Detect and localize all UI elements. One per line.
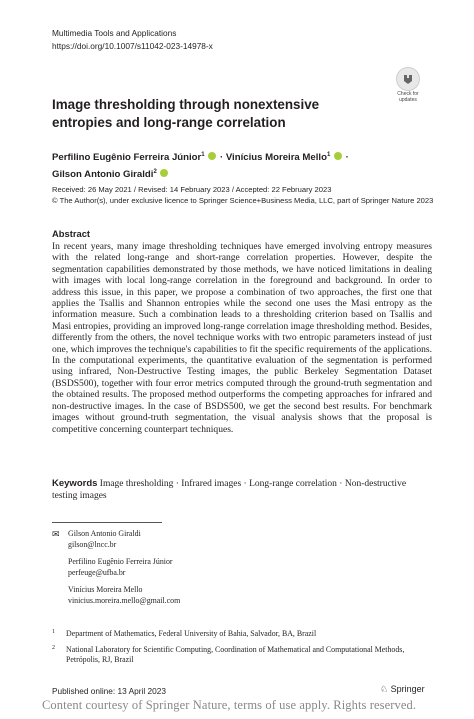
published-date: Published online: 13 April 2023: [52, 686, 166, 696]
contact-email[interactable]: vinicius.moreira.mello@gmail.com: [68, 595, 181, 605]
orcid-icon[interactable]: [334, 152, 342, 160]
check-for-updates-icon: [396, 67, 420, 91]
courtesy-watermark: Content courtesy of Springer Nature, terms of use apply. Rights reserved.: [42, 698, 417, 712]
paper-title: Image thresholding through nonextensive entropies and long-range correlation: [52, 97, 320, 130]
orcid-icon[interactable]: [208, 152, 216, 160]
author-name[interactable]: Vinícius Moreira Mello: [225, 152, 327, 164]
check-for-updates-label-2: updates: [399, 97, 417, 103]
journal-doi-link[interactable]: https://doi.org/10.1007/s11042-023-14978-x: [52, 41, 213, 51]
author-name[interactable]: Gilson Antonio Giraldi: [52, 169, 154, 181]
affiliation-text: National Laboratory for Scientific Computing, Coordination of Mathematical and Computational Methods, Petrópolis, RJ, Brazil: [66, 644, 405, 664]
contact-name: Vinícius Moreira Mello: [68, 585, 143, 594]
contact-email[interactable]: gilson@lncc.br: [68, 539, 117, 549]
journal-name: Multimedia Tools and Applications: [52, 28, 177, 38]
contact-block: [52, 529, 180, 606]
affiliation-number: 2: [52, 644, 55, 651]
abstract-body: In recent years, many image thresholding techniques have emerged involving entropy measures with the related long-range and short-range correlation properties. However, despite the segmentation capabilities demonstrated by those methods, we have noticed limitations in dealing with images with local long-range correlation in the foreground and background. In order to address this issue, in this paper, we propose a combination of two approaches, the first one that applies the Tsallis and Shannon entropies while the second one uses the Masi entropy as the information measure. Such a combination leads to a thresholding criterion based on Tsallis and Masi entropies, providing an improved long-range correlation image thresholding method. Besides, differently from the others, the novel technique works with two entropic parameters instead of just one, which improves the technique's capabilities to fit the specific requirements of the applications. In the computational experiments, the quantitative evaluation of the segmentation is performed using infrared, Non-Destructive Testing images, the public Berkeley Segmentation Dataset (BSDS500), together with four error metrics computed through the ground-truth segmentation and the obtained results. The proposed method outperforms the competing approaches for infrared and non-destructive images. In the case of BSDS500, we get the second best results. For benchmark images without ground-truth segmentation, the visual analysis shows that the proposal is competitive concerning counterpart techniques.: [52, 241, 432, 435]
affiliation-item: [52, 629, 432, 640]
contact-name: Perfilino Eugênio Ferreira Júnior: [68, 557, 173, 566]
article-history: [52, 184, 442, 206]
check-for-updates-label-1: Check for: [397, 91, 419, 97]
abstract-heading: Abstract: [52, 228, 91, 239]
keywords-label: Keywords: [52, 478, 98, 489]
footnote-divider: [52, 522, 162, 523]
affiliation-number: 1: [52, 629, 55, 635]
keywords-list: Image thresholding · Infrared images · Long-range correlation · Non-destructive testing images: [52, 479, 407, 502]
envelope-icon: ✉: [52, 529, 60, 539]
author-affiliation-mark: 2: [153, 169, 157, 176]
affiliations: [52, 629, 432, 671]
publisher-name: Springer: [390, 684, 425, 694]
article-dates: Received: 26 May 2021 / Revised: 14 February 2023 / Accepted: 22 February 2023: [52, 185, 332, 194]
author-list: [52, 148, 432, 182]
contact-name: Gilson Antonio Giraldi: [68, 529, 141, 538]
author-separator: ·: [219, 152, 224, 164]
affiliation-item: [52, 645, 432, 666]
author-affiliation-mark: 1: [326, 152, 331, 158]
keywords: [52, 478, 432, 503]
orcid-icon[interactable]: [160, 169, 168, 177]
author-affiliation-mark: 1: [201, 152, 205, 158]
publisher-logo[interactable]: [380, 684, 425, 695]
springer-horse-icon: ♘: [380, 684, 389, 694]
check-for-updates-badge[interactable]: [394, 67, 422, 101]
contact-email[interactable]: perfeuge@ufba.br: [68, 567, 126, 577]
author-name[interactable]: Perfilino Eugênio Ferreira Júnior: [52, 152, 202, 164]
copyright-notice: © The Author(s), under exclusive licence to Springer Science+Business Media, LLC, part of Springer Nature 2023: [52, 196, 434, 205]
journal-header: [52, 27, 213, 53]
author-separator: ·: [345, 152, 349, 164]
affiliation-text: Department of Mathematics, Federal University of Bahia, Salvador, BA, Brazil: [66, 629, 317, 638]
